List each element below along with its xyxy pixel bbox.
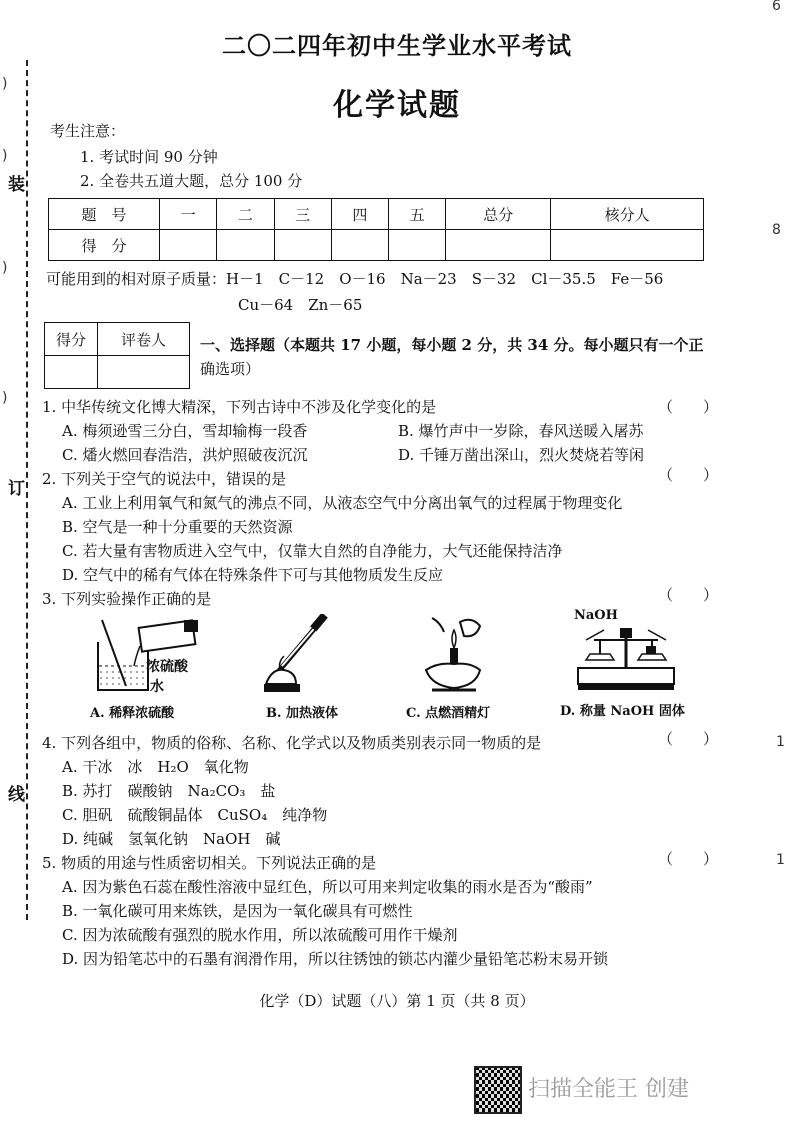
q3-caption-c: C. 点燃酒精灯 — [406, 706, 491, 721]
q4-option-b: B. 苏打 碳酸钠 Na₂CO₃ 盐 — [62, 782, 276, 800]
score-cell[interactable] — [274, 230, 331, 261]
section-heading-cont: 确选项） — [200, 360, 261, 378]
q2-option-c: C. 若大量有害物质进入空气中，仅靠大自然的自净能力，大气还能保持洁净 — [62, 542, 563, 560]
qr-code-icon — [474, 1066, 522, 1114]
score-header-cell: 五 — [389, 199, 446, 230]
notice-item: 2. 全卷共五道大题，总分 100 分 — [80, 172, 303, 190]
score-header-cell: 核分人 — [551, 199, 704, 230]
edge-mark: ) — [2, 260, 8, 276]
q3-caption-d: D. 称量 NaOH 固体 — [560, 704, 685, 719]
score-header-cell: 一 — [160, 199, 217, 230]
score-cell[interactable] — [160, 230, 217, 261]
edge-mark: 1 — [776, 734, 785, 750]
edge-mark: 6 — [772, 0, 781, 14]
subject-title: 化学试题 — [333, 88, 461, 123]
exam-title: 二〇二四年初中生学业水平考试 — [222, 31, 572, 60]
score-header-cell: 二 — [217, 199, 274, 230]
score-cell[interactable] — [389, 230, 446, 261]
edge-mark: ) — [2, 76, 8, 92]
q5-option-a: A. 因为紫色石蕊在酸性溶液中显红色，所以可用来判定收集的雨水是否为“酸雨” — [62, 878, 593, 896]
q4-option-d: D. 纯碱 氢氧化钠 NaOH 碱 — [62, 830, 281, 848]
grader-cell[interactable] — [45, 356, 98, 389]
edge-mark: 1 — [776, 852, 785, 868]
label-acid: 浓硫酸 — [146, 659, 188, 675]
scanner-watermark: 扫描全能王 创建 — [528, 1077, 689, 1102]
binding-char-zhuang: 装 — [8, 175, 25, 195]
page-footer: 化学（D）试题（八）第 1 页（共 8 页） — [259, 992, 535, 1010]
edge-mark: ) — [2, 148, 8, 164]
score-cell[interactable] — [551, 230, 704, 261]
q3-caption-b: B. 加热液体 — [266, 706, 339, 721]
score-table — [48, 198, 704, 261]
grader-table — [44, 322, 190, 389]
answer-paren[interactable]: （ ） — [658, 398, 719, 416]
answer-paren[interactable]: （ ） — [658, 730, 719, 748]
atomic-mass-line: 可能用到的相对原子质量：H－1 C－12 O－16 Na－23 S－32 Cl－35.5 Fe－56 — [46, 270, 664, 288]
answer-paren[interactable]: （ ） — [658, 850, 719, 868]
heating-liquid-figure — [262, 614, 338, 696]
score-cell[interactable] — [217, 230, 274, 261]
answer-paren[interactable]: （ ） — [658, 586, 719, 604]
score-cell[interactable] — [446, 230, 551, 261]
score-header-cell: 题 号 — [49, 199, 160, 230]
q2-option-b: B. 空气是一种十分重要的天然资源 — [62, 518, 293, 536]
q2-option-d: D. 空气中的稀有气体在特殊条件下可与其他物质发生反应 — [62, 566, 444, 584]
q3-caption-a: A. 稀释浓硫酸 — [90, 706, 175, 721]
q3-stem: 3. 下列实验操作正确的是 — [42, 590, 212, 608]
q4-stem: 4. 下列各组中，物质的俗称、名称、化学式以及物质类别表示同一物质的是 — [42, 734, 542, 752]
q5-option-c: C. 因为浓硫酸有强烈的脱水作用，所以浓硫酸可用作干燥剂 — [62, 926, 458, 944]
score-header-cell: 总分 — [446, 199, 551, 230]
q1-option-d: D. 千锤万凿出深山，烈火焚烧若等闲 — [398, 446, 645, 464]
score-header-cell: 四 — [331, 199, 388, 230]
score-cell[interactable] — [331, 230, 388, 261]
q5-option-b: B. 一氧化碳可用来炼铁，是因为一氧化碳具有可燃性 — [62, 902, 413, 920]
binding-char-xian: 线 — [8, 785, 25, 805]
edge-mark: ) — [2, 390, 8, 406]
q1-option-a: A. 梅须逊雪三分白，雪却输梅一段香 — [62, 422, 308, 440]
binding-char-ding: 订 — [8, 479, 25, 499]
grader-header-cell: 得分 — [45, 323, 98, 356]
alcohol-lamp-figure — [420, 612, 490, 698]
score-header-cell: 三 — [274, 199, 331, 230]
q2-stem: 2. 下列关于空气的说法中，错误的是 — [42, 470, 287, 488]
q1-stem: 1. 中华传统文化博大精深，下列古诗中不涉及化学变化的是 — [42, 398, 437, 416]
label-water: 水 — [150, 679, 164, 695]
grader-header-cell: 评卷人 — [98, 323, 190, 356]
notice-heading: 考生注意： — [50, 122, 126, 140]
q2-option-a: A. 工业上利用氧气和氮气的沸点不同，从液态空气中分离出氧气的过程属于物理变化 — [62, 494, 623, 512]
q5-option-d: D. 因为铅笔芯中的石墨有润滑作用，所以往锈蚀的锁芯内灌少量铅笔芯粉末易开锁 — [62, 950, 609, 968]
edge-mark: 8 — [772, 222, 781, 238]
score-row-label: 得 分 — [49, 230, 160, 261]
q5-stem: 5. 物质的用途与性质密切相关。下列说法正确的是 — [42, 854, 377, 872]
label-naoh: NaOH — [574, 608, 618, 623]
balance-figure — [574, 624, 678, 694]
q1-option-c: C. 燔火燃回春浩浩，洪炉照破夜沉沉 — [62, 446, 308, 464]
q1-option-b: B. 爆竹声中一岁除，春风送暖入屠苏 — [398, 422, 644, 440]
q4-option-a: A. 干冰 冰 H₂O 氧化物 — [62, 758, 249, 776]
grader-cell[interactable] — [98, 356, 190, 389]
notice-item: 1. 考试时间 90 分钟 — [80, 148, 218, 166]
q4-option-c: C. 胆矾 硫酸铜晶体 CuSO₄ 纯净物 — [62, 806, 328, 824]
section-heading: 一、选择题（本题共 17 小题，每小题 2 分，共 34 分。每小题只有一个正 — [200, 336, 704, 354]
answer-paren[interactable]: （ ） — [658, 466, 719, 484]
atomic-mass-line: Cu－64 Zn－65 — [238, 296, 363, 314]
